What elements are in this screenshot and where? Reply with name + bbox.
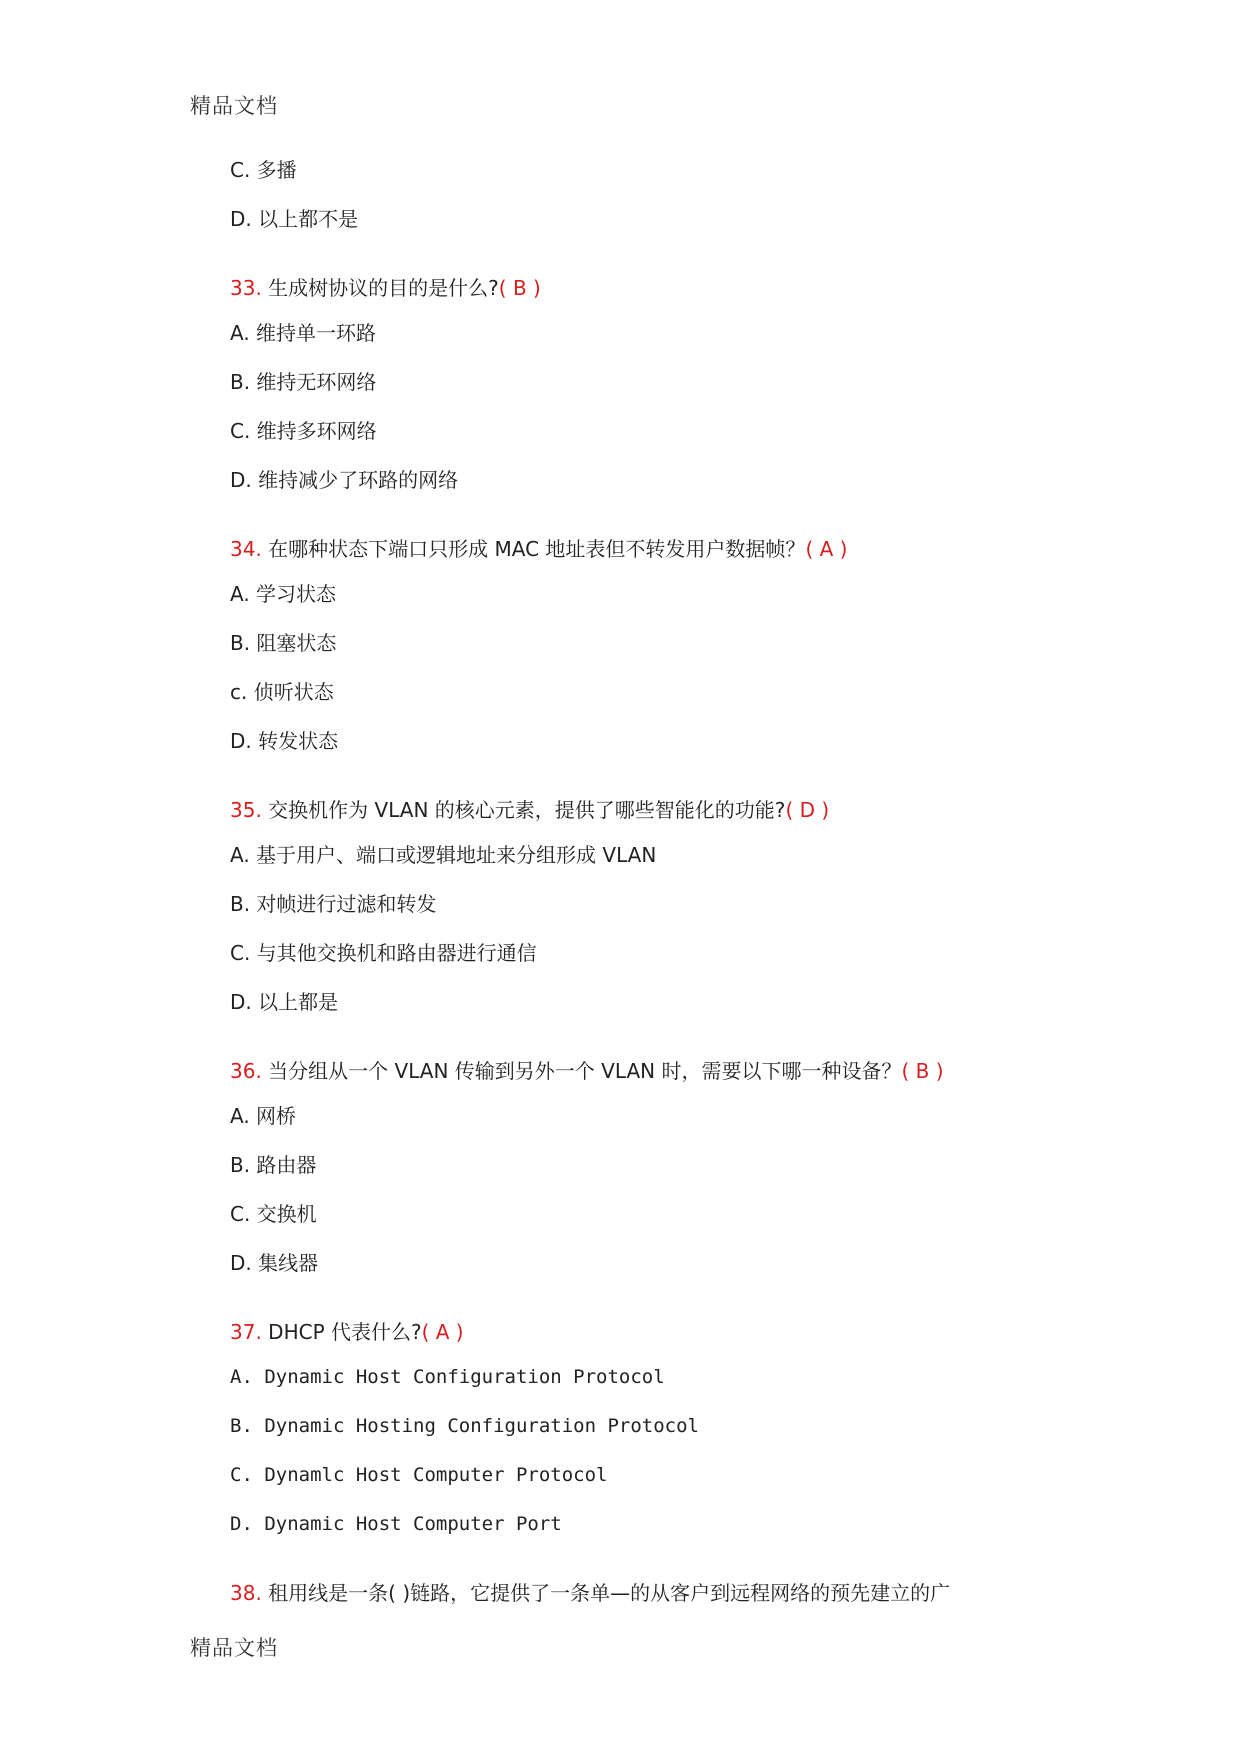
- question-text: 当分组从一个 VLAN 传输到另外一个 VLAN 时，需要以下哪一种设备？: [261, 1059, 902, 1083]
- answer-option: D. 以上都不是: [230, 207, 359, 231]
- question-number: 36.: [230, 1059, 262, 1083]
- answer-option: D. Dynamic Host Computer Port: [230, 1513, 562, 1535]
- answer-option: D. 维持减少了环路的网络: [230, 468, 459, 492]
- answer-key: ( D ): [785, 798, 830, 822]
- question-text: 租用线是一条( )链路，它提供了一条单—的从客户到远程网络的预先建立的广: [261, 1581, 951, 1605]
- question-number: 34.: [230, 537, 262, 561]
- answer-option: A. 网桥: [230, 1104, 297, 1128]
- page-header: 精品文档: [190, 94, 278, 118]
- question-37: [230, 1300, 1110, 1365]
- question-list: [230, 158, 1110, 1626]
- answer-option: B. 路由器: [230, 1153, 317, 1177]
- answer-option: C. 交换机: [230, 1202, 317, 1226]
- question-33: [230, 256, 1110, 321]
- answer-key: ( B ): [901, 1059, 944, 1083]
- answer-option: C. 与其他交换机和路由器进行通信: [230, 941, 537, 965]
- question-text: 在哪种状态下端口只形成 MAC 地址表但不转发用户数据帧？: [261, 537, 806, 561]
- question-number: 35.: [230, 798, 262, 822]
- answer-option: C. 维持多环网络: [230, 419, 377, 443]
- question-34: [230, 517, 1110, 582]
- page-footer: 精品文档: [190, 1636, 278, 1660]
- answer-option: A. Dynamic Host Configuration Protocol: [230, 1366, 665, 1388]
- question-number: 38.: [230, 1581, 262, 1605]
- answer-option: A. 学习状态: [230, 582, 337, 606]
- answer-option: c. 侦听状态: [230, 680, 334, 704]
- answer-option: B. 阻塞状态: [230, 631, 337, 655]
- answer-option: B. 维持无环网络: [230, 370, 377, 394]
- answer-key: ( A ): [421, 1320, 464, 1344]
- answer-option: D. 转发状态: [230, 729, 339, 753]
- question-number: 33.: [230, 276, 262, 300]
- question-35: [230, 778, 1110, 843]
- answer-key: ( B ): [498, 276, 541, 300]
- answer-key: ( A ): [805, 537, 848, 561]
- answer-option: C. 多播: [230, 158, 297, 182]
- question-number: 37.: [230, 1320, 262, 1344]
- answer-option: D. 集线器: [230, 1251, 319, 1275]
- question-38: [230, 1561, 1110, 1626]
- question-text: 交换机作为 VLAN 的核心元素，提供了哪些智能化的功能?: [261, 798, 786, 822]
- answer-option: B. Dynamic Hosting Configuration Protocol: [230, 1415, 699, 1437]
- question-36: [230, 1039, 1110, 1104]
- question-text: 生成树协议的目的是什么?: [261, 276, 499, 300]
- answer-option: A. 基于用户、端口或逻辑地址来分组形成 VLAN: [230, 843, 657, 867]
- question-text: DHCP 代表什么?: [261, 1320, 422, 1344]
- answer-option: A. 维持单一环路: [230, 321, 377, 345]
- answer-option: C. Dynamlc Host Computer Protocol: [230, 1464, 608, 1486]
- answer-option: B. 对帧进行过滤和转发: [230, 892, 437, 916]
- answer-option: D. 以上都是: [230, 990, 339, 1014]
